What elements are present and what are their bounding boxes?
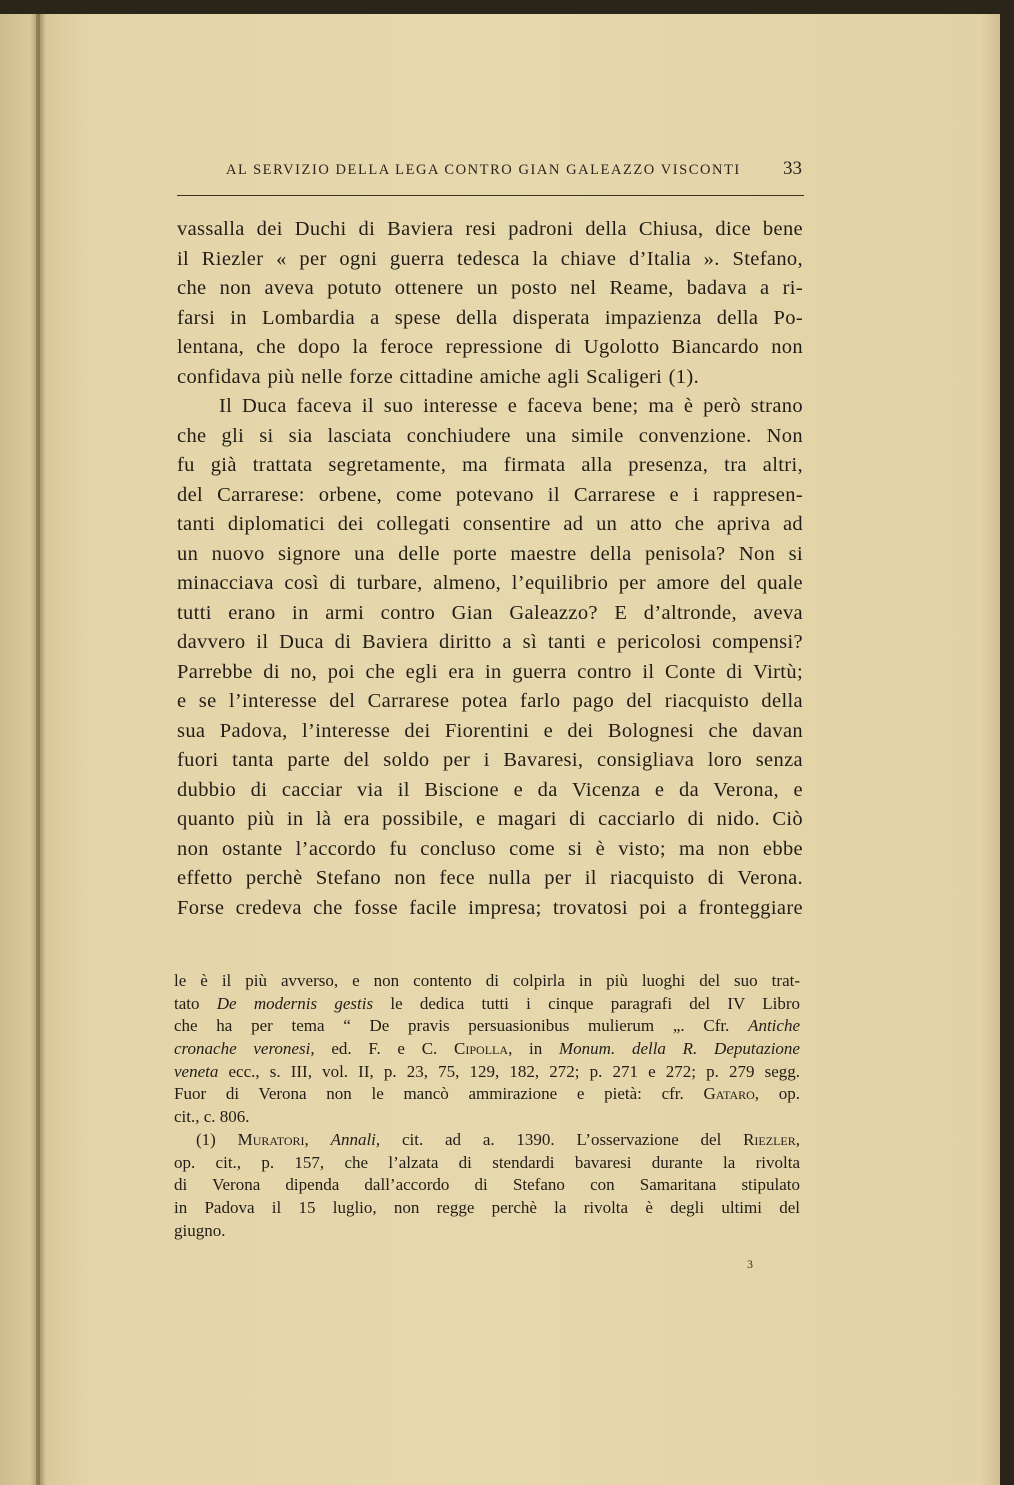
text-line: del Carrarese: orbene, come potevano il Carrarese e i rappresen- — [177, 483, 803, 506]
footnote-text: (1) — [196, 1129, 238, 1149]
text-line: sua Padova, l’interesse dei Fiorentini e dei Bolognesi che davan — [177, 719, 803, 742]
text-line: tanti diplomatici dei collegati consentire ad un atto che apriva ad — [177, 513, 803, 535]
text-line: davvero il Duca di Baviera diritto a sì tanti e pericolosi compensi? — [177, 631, 803, 653]
text-line: confidava più nelle forze cittadine amiche agli Scaligeri (1). — [177, 365, 700, 388]
footnote-text: , op. — [754, 1084, 800, 1104]
footnote-text: in Padova il 15 luglio, non regge perchè la rivolta è degli ultimi del — [174, 1197, 800, 1217]
footnote-line — [174, 1038, 800, 1061]
text-line: farsi in Lombardia a spese della disperata impazienza della Po- — [177, 306, 803, 329]
italic-title: veneta — [174, 1061, 219, 1081]
footnote-text: che ha per tema “ De pravis persuasionibus mulierum „. Cfr. — [174, 1016, 749, 1036]
author-name: Muratori — [237, 1129, 305, 1149]
author-name: Riezler — [743, 1129, 796, 1149]
italic-title: Monum. della R. Deputazione — [559, 1039, 800, 1059]
footnote-line — [174, 970, 800, 993]
text-line: vassalla dei Duchi di Baviera resi padroni della Chiusa, dice bene — [177, 218, 803, 240]
text-line: che non aveva potuto ottenere un posto nel Reame, badava a ri- — [177, 277, 803, 299]
text-line: quanto più in là era possibile, e magari di cacciarlo di nido. Ciò — [177, 808, 803, 830]
italic-title: De modernis gestis — [216, 993, 374, 1013]
footnote-text: , in — [508, 1039, 560, 1059]
header-rule — [177, 195, 804, 196]
footnote-line — [174, 1129, 800, 1152]
author-name: Gataro — [703, 1084, 755, 1104]
text-line: minacciava così di turbare, almeno, l’equilibrio per amore del quale — [177, 572, 803, 594]
text-line: dubbio di cacciar via il Biscione e da Vicenza e da Verona, e — [177, 778, 803, 801]
footnote-line — [174, 1152, 800, 1175]
signature-mark: 3 — [747, 1257, 753, 1271]
text-line: Il Duca faceva il suo interesse e faceva bene; ma è però strano — [219, 395, 803, 417]
footnote-text: tato — [174, 993, 217, 1013]
page-gutter-edge — [36, 14, 40, 1485]
footnotes — [174, 970, 800, 1242]
footnote-text: cit. ad a. 1390. L’osservazione del — [380, 1129, 744, 1149]
text-line: effetto perchè Stefano non fece nulla per il riacquisto di Verona. — [177, 867, 803, 889]
footnote-line — [174, 1197, 800, 1220]
footnote-text: le è il più avverso, e non contento di colpirla in più luoghi del suo trat- — [174, 971, 800, 990]
page-number: 33 — [783, 158, 802, 179]
text-line: il Riezler « per ogni guerra tedesca la chiave d’Italia ». Stefano, — [177, 247, 803, 270]
footnote-text: ecc., s. III, vol. II, p. 23, 75, 129, 182, 272; p. 271 e 272; p. 279 segg. — [218, 1061, 800, 1081]
text-line: fuori tanta parte del soldo per i Bavaresi, consigliava loro senza — [177, 749, 803, 771]
footnote-line — [174, 1106, 800, 1129]
text-line: non ostante l’accordo fu concluso come si è visto; ma non ebbe — [177, 837, 803, 860]
footnote-text: ed. F. e C. — [314, 1039, 455, 1059]
footnote-text: cit., c. 806. — [174, 1107, 250, 1127]
italic-title: Annali, — [330, 1129, 381, 1149]
footnote-text: di Verona dipenda dall’accordo di Stefano con Samaritana stipulato — [174, 1175, 800, 1195]
text-line: Forse credeva che fosse facile impresa; trovatosi poi a fronteggiare — [177, 896, 803, 919]
footnote-text: giugno. — [174, 1220, 226, 1240]
italic-title: cronache veronesi, — [174, 1039, 315, 1059]
main-text — [177, 215, 803, 923]
footnote-text: , — [795, 1129, 801, 1149]
text-line: tutti erano in armi contro Gian Galeazzo? E d’altronde, aveva — [177, 601, 803, 624]
footnote-line — [174, 1174, 800, 1197]
footnote-line — [174, 1083, 800, 1106]
text-line: lentana, che dopo la feroce repressione di Ugolotto Biancardo non — [177, 336, 803, 358]
footnote-text: le dedica tutti i cinque paragrafi del IV Libro — [373, 993, 800, 1013]
author-name: Cipolla — [454, 1039, 509, 1059]
text-line: e se l’interesse del Carrarese potea farlo pago del riacquisto della — [177, 690, 803, 712]
italic-title: Antiche — [748, 1016, 800, 1036]
text-line: che gli si sia lasciata conchiudere una simile convenzione. Non — [177, 424, 803, 447]
footnote-text: , — [304, 1129, 331, 1149]
text-line: fu già trattata segretamente, ma firmata alla presenza, tra altri, — [177, 454, 803, 476]
running-header: AL SERVIZIO DELLA LEGA CONTRO GIAN GALEAZZO VISCONTI — [226, 162, 741, 178]
footnote-line — [174, 1015, 800, 1038]
footnote-line — [174, 1220, 800, 1243]
text-line: un nuovo signore una delle porte maestre della penisola? Non si — [177, 542, 803, 565]
footnote-text: Fuor di Verona non le mancò ammirazione e pietà: cfr. — [174, 1084, 704, 1104]
footnote-line — [174, 993, 800, 1016]
footnote-text: op. cit., p. 157, che l’alzata di stendardi bavaresi durante la rivolta — [174, 1152, 800, 1172]
footnote-line — [174, 1061, 800, 1084]
text-line: Parrebbe di no, poi che egli era in guerra contro il Conte di Virtù; — [177, 660, 803, 683]
